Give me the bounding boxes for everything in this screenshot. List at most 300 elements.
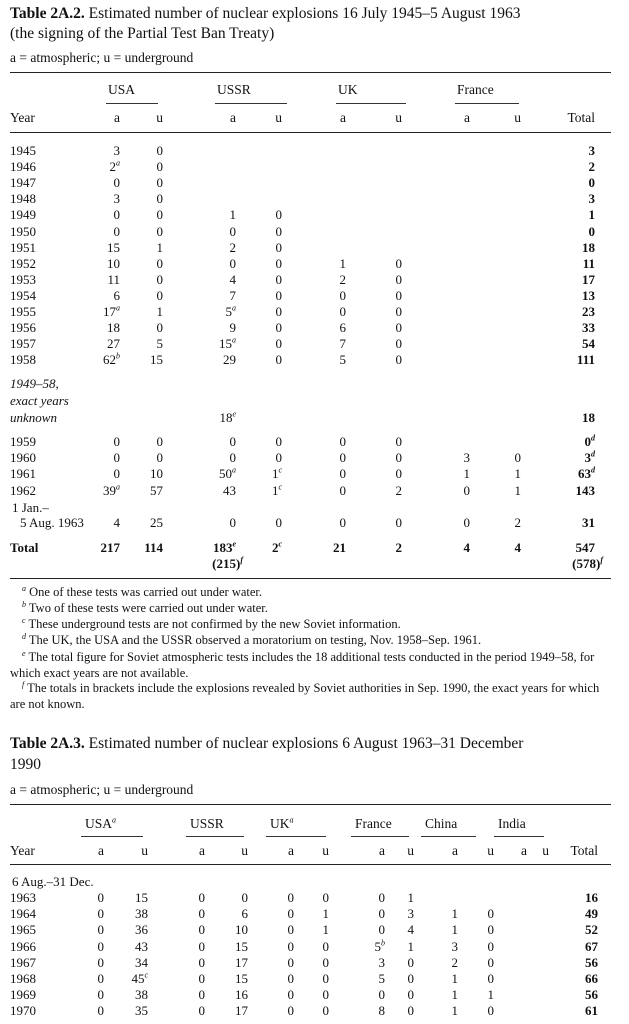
table-cell: 39$^a$ xyxy=(103,482,120,498)
table-cell: 0 xyxy=(229,434,236,449)
table-cell: 0 xyxy=(339,482,346,498)
table-cell: 0 xyxy=(156,143,163,158)
table-cell: 0 xyxy=(275,515,282,530)
row-year: 1958 xyxy=(10,352,36,368)
row-total: 23 xyxy=(582,304,595,319)
table2-title-line2: 1990 xyxy=(10,756,41,773)
row-year: 1969 xyxy=(10,987,36,1003)
table-cell: 0 xyxy=(198,1003,205,1019)
row-total: 111 xyxy=(576,352,595,368)
table-cell: 0 xyxy=(395,434,402,449)
rule xyxy=(215,103,287,104)
row-year: 1948 xyxy=(10,191,36,207)
row-total: 143 xyxy=(575,482,595,498)
table-cell: 3 xyxy=(378,954,385,970)
rule xyxy=(10,578,611,579)
table-cell: 0 xyxy=(287,906,294,922)
row-year: 1963 xyxy=(10,890,36,905)
rule xyxy=(455,103,519,104)
row-total: 18 xyxy=(582,239,595,255)
row-total: 67 xyxy=(585,938,598,954)
table-cell: 0 xyxy=(97,938,104,954)
row-year: 1945 xyxy=(10,143,36,158)
footnote-c: $^c$ These underground tests are not confirmed by the new Soviet information. xyxy=(22,615,401,631)
table-cell: 1 xyxy=(156,304,163,319)
table1-legend: a = atmospheric; u = underground xyxy=(10,50,194,65)
table-cell: 0 xyxy=(339,515,346,530)
table-cell: 0 xyxy=(229,450,236,466)
table-cell: 0 xyxy=(322,954,329,970)
table-cell: 0 xyxy=(97,906,104,922)
table1-title: Table 2A.2. Estimated number of nuclear explosions 16 July 1945–5 August 1963 xyxy=(10,5,521,22)
row-year: 1 Jan.– xyxy=(12,500,49,515)
table-cell: 0 xyxy=(463,482,470,498)
table-cell: 17$^a$ xyxy=(103,303,120,319)
table-cell: 1 xyxy=(229,207,236,223)
row-total: 3 xyxy=(588,143,595,158)
table-cell: 1 xyxy=(451,987,458,1003)
table-cell: 62$^b$ xyxy=(103,351,120,368)
unknown-total: 18 xyxy=(582,410,595,425)
grand-total: 547 xyxy=(575,540,595,555)
row-year: 1961 xyxy=(10,466,36,482)
row-total: 3$^d$ xyxy=(584,449,595,466)
table-cell: 35 xyxy=(135,1003,148,1019)
row-year: 1946 xyxy=(10,159,36,175)
row-year: 1950 xyxy=(10,223,36,239)
row-year: 1966 xyxy=(10,938,36,954)
table-cell: 0 xyxy=(339,434,346,449)
table-cell: 0 xyxy=(97,1003,104,1019)
col-group-2: UK xyxy=(338,82,358,97)
total-header: Total xyxy=(570,843,598,858)
rule xyxy=(10,864,611,865)
table-cell: 25 xyxy=(150,515,163,530)
table-cell: 27 xyxy=(107,336,120,352)
col-group-0: USA$^a$ xyxy=(85,815,117,831)
table-cell: 0 xyxy=(395,271,402,287)
col-sub-3: u xyxy=(275,110,282,125)
table-cell: 0 xyxy=(487,971,494,986)
table-cell: 34 xyxy=(135,954,148,970)
table-cell: 0 xyxy=(113,450,120,466)
table-cell: 1 xyxy=(339,255,346,271)
row-total: 2 xyxy=(588,159,595,175)
table-cell: 0 xyxy=(487,1003,494,1019)
table-cell: 1$^c$ xyxy=(271,466,282,482)
table-cell: 17 xyxy=(235,1003,248,1019)
table-cell: 1$^c$ xyxy=(271,482,282,498)
table-cell: 1 xyxy=(407,890,414,905)
table-cell: 0 xyxy=(378,906,385,922)
row-year: 1959 xyxy=(10,434,36,449)
table-cell: 43 xyxy=(223,482,236,498)
footnote-d: $^d$ The UK, the USA and the USSR observed a moratorium on testing, Nov. 1958–Sep. 1961. xyxy=(22,631,482,647)
footnote-f: $^f$ The totals in brackets include the explosions revealed by Soviet authorities in Sep. 1990, the exact years for which are not known. xyxy=(10,679,600,711)
row-year: 1951 xyxy=(10,239,36,255)
row-year: 1968 xyxy=(10,971,36,986)
table-cell: 0 xyxy=(229,255,236,271)
total-ussr-alt: $(215)^f$ xyxy=(212,555,243,571)
table-cell: 0 xyxy=(229,515,236,530)
table-cell: 15 xyxy=(235,971,248,986)
col-sub-4: a xyxy=(340,110,346,125)
table-cell: 0 xyxy=(198,890,205,905)
table-cell: 0 xyxy=(156,223,163,239)
row-year: 1947 xyxy=(10,175,36,191)
table-cell: 38 xyxy=(135,987,148,1003)
col-sub-6: a xyxy=(464,110,470,125)
total-cell: 217 xyxy=(100,540,120,555)
col-sub-0: a xyxy=(114,110,120,125)
table-cell: 0 xyxy=(275,223,282,239)
total-cell: 183e xyxy=(212,539,236,555)
row-year: 1957 xyxy=(10,336,36,352)
table-cell: 0 xyxy=(156,191,163,207)
year-header: Year xyxy=(10,843,35,858)
rule xyxy=(10,132,611,133)
row-year: 1964 xyxy=(10,906,36,922)
table-cell: 0 xyxy=(287,971,294,986)
table-cell: 0 xyxy=(113,434,120,449)
table-cell: 0 xyxy=(322,890,329,905)
table-cell: 0 xyxy=(287,954,294,970)
table-cell: 0 xyxy=(287,922,294,938)
rule xyxy=(266,836,326,837)
table-cell: 0 xyxy=(156,287,163,303)
col-sub-2: a xyxy=(230,110,236,125)
table-cell: 0 xyxy=(395,336,402,352)
table-cell: 2 xyxy=(514,515,521,530)
col-group-5: India xyxy=(498,816,526,831)
col-sub-0: a xyxy=(98,843,104,858)
table-cell: 0 xyxy=(339,287,346,303)
table-cell: 9 xyxy=(229,320,236,336)
table-cell: 0 xyxy=(97,954,104,970)
row-total: 16 xyxy=(585,890,598,905)
table-cell: 0 xyxy=(198,938,205,954)
table-cell: 5$^b$ xyxy=(374,938,385,954)
table-cell: 0 xyxy=(275,304,282,319)
table-cell: 0 xyxy=(322,987,329,1003)
total-cell: 2$^c$ xyxy=(271,539,282,555)
row-total: 61 xyxy=(585,1003,598,1019)
col-sub-4: a xyxy=(288,843,294,858)
rule xyxy=(351,836,409,837)
table-cell: 0 xyxy=(156,207,163,223)
table-cell: 0 xyxy=(463,515,470,530)
col-sub-11: u xyxy=(542,843,549,858)
col-sub-9: u xyxy=(487,843,494,858)
row-total: 56 xyxy=(585,987,598,1003)
table-cell: 0 xyxy=(407,987,414,1003)
table-cell: 1 xyxy=(451,1003,458,1019)
col-sub-3: u xyxy=(241,843,248,858)
unknown-label: unknown xyxy=(10,410,57,425)
col-sub-5: u xyxy=(322,843,329,858)
table-cell: 1 xyxy=(156,239,163,255)
table-cell: 0 xyxy=(198,922,205,938)
row-year: 1955 xyxy=(10,304,36,319)
table-cell: 15 xyxy=(150,352,163,368)
table-cell: 2 xyxy=(395,482,402,498)
table-cell: 0 xyxy=(156,271,163,287)
row-total: 0 xyxy=(588,175,595,191)
table-cell: 6 xyxy=(113,287,120,303)
row-year: 1952 xyxy=(10,255,36,271)
table-cell: 0 xyxy=(487,938,494,954)
table-cell: 0 xyxy=(287,938,294,954)
table-cell: 15 xyxy=(235,938,248,954)
table-cell: 0 xyxy=(407,954,414,970)
table-cell: 0 xyxy=(487,954,494,970)
table-cell: 0 xyxy=(156,320,163,336)
table-cell: 1 xyxy=(487,987,494,1003)
table-cell: 0 xyxy=(156,450,163,466)
table-cell: 0 xyxy=(275,336,282,352)
table-cell: 16 xyxy=(235,987,248,1003)
row-total: 63$^d$ xyxy=(578,466,595,482)
row-year: 1960 xyxy=(10,450,36,466)
col-sub-1: u xyxy=(141,843,148,858)
table-cell: 6 xyxy=(241,906,248,922)
rule xyxy=(421,836,476,837)
table1-top-rule xyxy=(10,72,611,73)
table-cell: 0 xyxy=(487,906,494,922)
table-cell: 0 xyxy=(322,971,329,986)
table-cell: 0 xyxy=(487,922,494,938)
table-cell: 0 xyxy=(395,515,402,530)
table-cell: 10 xyxy=(235,922,248,938)
table-cell: 45$^c$ xyxy=(131,970,148,986)
table-cell: 15 xyxy=(107,239,120,255)
table1-title-line2: (the signing of the Partial Test Ban Treaty) xyxy=(10,25,275,42)
table-cell: 4 xyxy=(113,515,120,530)
table2-title: Table 2A.3. Estimated number of nuclear explosions 6 August 1963–31 December xyxy=(10,735,524,752)
table-cell: 1 xyxy=(451,922,458,938)
row-total: 52 xyxy=(585,922,598,938)
table-cell: 0 xyxy=(113,175,120,191)
row-year-range: 6 Aug.–31 Dec. xyxy=(12,874,94,889)
table-cell: 0 xyxy=(395,255,402,271)
table-cell: 0 xyxy=(198,971,205,986)
table-cell: 5 xyxy=(339,352,346,368)
row-total: 1 xyxy=(588,207,595,223)
row-total: 0 xyxy=(588,223,595,239)
row-total: 31 xyxy=(582,515,595,530)
table-cell: 0 xyxy=(395,450,402,466)
unknown-label: 1949–58, xyxy=(10,376,59,391)
table-cell: 10 xyxy=(150,466,163,482)
table-cell: 0 xyxy=(322,938,329,954)
table-cell: 0 xyxy=(407,1003,414,1019)
total-header: Total xyxy=(567,110,595,125)
table-cell: 0 xyxy=(97,922,104,938)
table-cell: 0 xyxy=(339,466,346,482)
unknown-ussr: 18e xyxy=(219,409,236,425)
table-cell: 0 xyxy=(156,434,163,449)
table-cell: 0 xyxy=(395,287,402,303)
table-cell: 0 xyxy=(514,450,521,466)
rule xyxy=(494,836,544,837)
table-cell: 1 xyxy=(407,938,414,954)
table-cell: 36 xyxy=(135,922,148,938)
table-cell: 0 xyxy=(378,987,385,1003)
table-cell: 0 xyxy=(198,906,205,922)
grand-total-alt: $(578)^f$ xyxy=(572,555,603,571)
year-header: Year xyxy=(10,110,35,125)
row-total: 54 xyxy=(582,336,595,352)
table-cell: 2$^a$ xyxy=(109,158,120,175)
total-cell: 114 xyxy=(144,540,163,555)
total-cell: 2 xyxy=(395,540,402,555)
table-cell: 1 xyxy=(451,971,458,986)
table-cell: 18 xyxy=(107,320,120,336)
table-cell: 17 xyxy=(235,954,248,970)
table-cell: 0 xyxy=(97,890,104,905)
rule xyxy=(106,103,158,104)
row-year: 1956 xyxy=(10,320,36,336)
row-year: 1949 xyxy=(10,207,36,223)
table-cell: 8 xyxy=(378,1003,385,1019)
table-cell: 0 xyxy=(275,320,282,336)
table-cell: 0 xyxy=(156,175,163,191)
table-cell: 3 xyxy=(451,938,458,954)
table2-legend: a = atmospheric; u = underground xyxy=(10,782,194,797)
table-cell: 0 xyxy=(275,352,282,368)
table-cell: 15 xyxy=(135,890,148,905)
row-year: 1953 xyxy=(10,271,36,287)
table-cell: 1 xyxy=(451,906,458,922)
row-year: 1965 xyxy=(10,922,36,938)
table-cell: 57 xyxy=(150,482,163,498)
table-cell: 0 xyxy=(339,450,346,466)
col-sub-6: a xyxy=(379,843,385,858)
col-sub-7: u xyxy=(407,843,414,858)
table-cell: 1 xyxy=(322,906,329,922)
table-cell: 3 xyxy=(113,191,120,207)
table-cell: 0 xyxy=(407,971,414,986)
table-cell: 0 xyxy=(275,287,282,303)
col-group-3: France xyxy=(355,816,392,831)
table-cell: 0 xyxy=(378,890,385,905)
table-cell: 11 xyxy=(107,271,120,287)
table-cell: 3 xyxy=(113,143,120,158)
table-cell: 0 xyxy=(339,304,346,319)
row-total: 13 xyxy=(582,287,595,303)
row-total: 66 xyxy=(585,971,598,986)
table-cell: 0 xyxy=(275,239,282,255)
total-cell: 4 xyxy=(463,540,470,555)
table-cell: 0 xyxy=(275,271,282,287)
table-cell: 0 xyxy=(198,954,205,970)
table-cell: 6 xyxy=(339,320,346,336)
table-cell: 0 xyxy=(395,352,402,368)
table-cell: 0 xyxy=(275,255,282,271)
row-total: 0$^d$ xyxy=(584,433,595,449)
footnote-a: $^a$ One of these tests was carried out under water. xyxy=(22,583,263,599)
row-total: 33 xyxy=(582,320,595,336)
table-cell: 0 xyxy=(156,255,163,271)
table-cell: 0 xyxy=(113,207,120,223)
table-cell: 0 xyxy=(287,1003,294,1019)
col-group-2: $UK^a$ xyxy=(270,815,294,831)
table-cell: 7 xyxy=(339,336,346,352)
table-cell: 2 xyxy=(229,239,236,255)
table-cell: 1 xyxy=(463,466,470,482)
col-group-1: USSR xyxy=(217,82,251,97)
table-cell: 0 xyxy=(198,987,205,1003)
col-sub-2: a xyxy=(199,843,205,858)
row-total: 11 xyxy=(582,255,595,271)
table-cell: 3 xyxy=(407,906,414,922)
table-cell: 0 xyxy=(229,223,236,239)
table-cell: 0 xyxy=(395,304,402,319)
rule xyxy=(186,836,244,837)
row-year: 1970 xyxy=(10,1003,36,1019)
total-cell: 21 xyxy=(333,540,346,555)
table-cell: 1 xyxy=(514,466,521,482)
table-cell: 0 xyxy=(113,466,120,482)
table-cell: 0 xyxy=(395,466,402,482)
table-cell: 0 xyxy=(287,890,294,905)
table-cell: 2 xyxy=(451,954,458,970)
unknown-label: exact years xyxy=(10,393,69,408)
row-total: 3 xyxy=(588,191,595,207)
table-cell: 0 xyxy=(378,922,385,938)
total-label: Total xyxy=(10,540,39,555)
footnote-e: $^e$ The total figure for Soviet atmospheric tests includes the 18 additional tests conducted in the period 1949–58, for which exact years are not available. xyxy=(10,648,595,680)
table-cell: 0 xyxy=(275,207,282,223)
table-cell: 50$^a$ xyxy=(219,466,236,482)
col-sub-10: a xyxy=(521,843,527,858)
table-cell: 2 xyxy=(339,271,346,287)
table-cell: 0 xyxy=(322,1003,329,1019)
col-sub-7: u xyxy=(514,110,521,125)
table-cell: 0 xyxy=(275,450,282,466)
col-group-4: China xyxy=(425,816,458,831)
table-cell: 0 xyxy=(287,987,294,1003)
row-year: 5 Aug. 1963 xyxy=(20,515,84,530)
table-cell: 3 xyxy=(463,450,470,466)
table-cell: 4 xyxy=(229,271,236,287)
table-cell: 0 xyxy=(275,434,282,449)
table-cell: 1 xyxy=(322,922,329,938)
table-cell: 29 xyxy=(223,352,236,368)
table-cell: 0 xyxy=(97,987,104,1003)
col-sub-8: a xyxy=(452,843,458,858)
rule xyxy=(336,103,406,104)
table-cell: 10 xyxy=(107,255,120,271)
table-cell: 0 xyxy=(113,223,120,239)
table-cell: 1 xyxy=(514,482,521,498)
row-year: 1962 xyxy=(10,482,36,498)
table-cell: 5$^a$ xyxy=(225,303,236,319)
row-year: 1954 xyxy=(10,287,36,303)
rule xyxy=(81,836,143,837)
row-year: 1967 xyxy=(10,954,36,970)
table-cell: 5 xyxy=(378,971,385,986)
table-cell: 5 xyxy=(156,336,163,352)
table-cell: 38 xyxy=(135,906,148,922)
col-sub-1: u xyxy=(156,110,163,125)
table-cell: 7 xyxy=(229,287,236,303)
row-total: 49 xyxy=(585,906,598,922)
table-cell: 43 xyxy=(135,938,148,954)
table-cell: 4 xyxy=(407,922,414,938)
table-cell: 0 xyxy=(241,890,248,905)
table-cell: 0 xyxy=(156,159,163,175)
